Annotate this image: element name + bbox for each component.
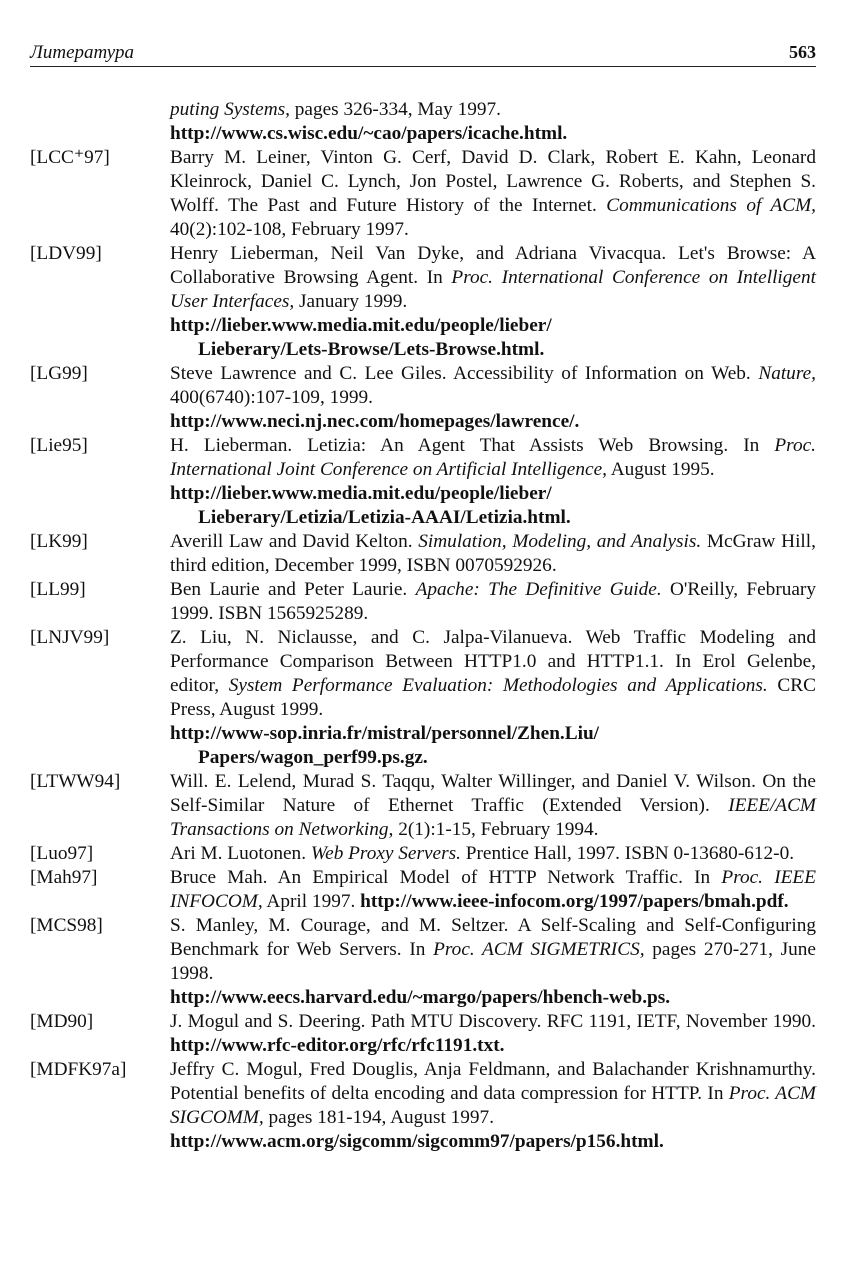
reference-label: [LNJV99] — [30, 627, 110, 648]
reference-plain-text: J. Mogul and S. Deering. Path MTU Discovery. RFC 1191, IETF, November 1990. — [170, 1011, 816, 1032]
reference-label: [Luo97] — [30, 843, 94, 864]
reference-text — [170, 362, 816, 410]
reference-entry — [30, 98, 816, 146]
reference-text — [170, 146, 816, 242]
reference-url[interactable]: http://lieber.www.media.mit.edu/people/lieber/ — [170, 315, 552, 336]
reference-entry — [30, 770, 816, 842]
reference-italic-text: Proc. International Joint Conference on Artificial Intelligence, — [170, 435, 816, 480]
reference-italic-text: Communications of ACM, — [606, 195, 816, 216]
reference-list — [30, 98, 816, 1154]
reference-entry — [30, 1010, 816, 1058]
reference-text — [170, 842, 816, 866]
reference-plain-text: January 1999. — [294, 291, 408, 312]
reference-italic-text: Nature, — [758, 363, 816, 384]
reference-plain-text: pages 326-334, May 1997. — [289, 99, 501, 120]
reference-plain-text: O'Reilly, February 1999. ISBN 1565925289. — [170, 579, 816, 624]
reference-inline-url[interactable]: http://www.rfc-editor.org/rfc/rfc1191.txt. — [170, 1035, 505, 1056]
reference-text — [170, 578, 816, 626]
reference-plain-text: 2(1):1-15, February 1994. — [393, 819, 599, 840]
reference-label: [Lie95] — [30, 435, 88, 456]
reference-plain-text: pages 270-271, June 1998. — [170, 939, 816, 984]
reference-url[interactable]: http://www.cs.wisc.edu/~cao/papers/icache.html. — [170, 123, 568, 144]
reference-url[interactable]: http://lieber.www.media.mit.edu/people/lieber/ — [170, 483, 552, 504]
reference-label: [MD90] — [30, 1011, 94, 1032]
reference-entry — [30, 1058, 816, 1154]
reference-plain-text: Steve Lawrence and C. Lee Giles. Accessibility of Information on Web. — [170, 363, 759, 384]
reference-label: [Mah97] — [30, 867, 98, 888]
reference-plain-text: Prentice Hall, 1997. ISBN 0-13680-612-0. — [460, 843, 795, 864]
reference-text — [170, 1010, 816, 1058]
reference-text — [170, 98, 816, 122]
reference-url[interactable]: http://www-sop.inria.fr/mistral/personnel/Zhen.Liu/ — [170, 723, 600, 744]
reference-url[interactable]: http://www.eecs.harvard.edu/~margo/papers/hbench-web.ps. — [170, 987, 671, 1008]
reference-label: [LCC⁺97] — [30, 147, 110, 168]
reference-text — [170, 770, 816, 842]
reference-text — [170, 626, 816, 722]
reference-plain-text: S. Manley, M. Courage, and M. Seltzer. A Self-Scaling and Self-Configuring Benchmark for Web Servers. In — [170, 915, 816, 960]
running-title: Литература — [30, 42, 134, 63]
reference-italic-text: Web Proxy Servers. — [310, 843, 461, 864]
reference-label: [LK99] — [30, 531, 88, 552]
reference-text — [170, 242, 816, 314]
reference-plain-text: H. Lieberman. Letizia: An Agent That Assists Web Browsing. In — [170, 435, 775, 456]
reference-text — [170, 434, 816, 482]
reference-entry — [30, 434, 816, 530]
reference-text — [170, 914, 816, 986]
reference-italic-text: Apache: The Definitive Guide. — [415, 579, 662, 600]
reference-entry — [30, 866, 816, 914]
reference-label: [LDV99] — [30, 243, 102, 264]
reference-italic-text: puting Systems, — [170, 99, 290, 120]
reference-italic-text: Proc. ACM SIGMETRICS, — [433, 939, 645, 960]
reference-label: [LTWW94] — [30, 771, 121, 792]
reference-label: [MDFK97a] — [30, 1059, 127, 1080]
running-header — [30, 40, 816, 67]
reference-plain-text: 40(2):102-108, February 1997. — [170, 219, 409, 240]
reference-url[interactable]: Lieberary/Letizia/Letizia-AAAI/Letizia.html. — [198, 507, 571, 528]
reference-label: [LL99] — [30, 579, 86, 600]
reference-italic-text: Proc. IEEE INFOCOM, — [170, 867, 816, 912]
reference-entry — [30, 362, 816, 434]
reference-italic-text: Simulation, Modeling, and Analysis. — [418, 531, 702, 552]
reference-plain-text: Averill Law and David Kelton. — [170, 531, 419, 552]
reference-italic-text: Proc. ACM SIGCOMM, — [170, 1083, 816, 1128]
reference-url[interactable]: http://www.neci.nj.nec.com/homepages/lawrence/. — [170, 411, 580, 432]
reference-plain-text: McGraw Hill, third edition, December 1999, ISBN 0070592926. — [170, 531, 816, 576]
reference-entry — [30, 242, 816, 362]
reference-plain-text: Jeffry C. Mogul, Fred Douglis, Anja Feldmann, and Balachander Krishnamurthy. Potential benefits of delta encoding and data compression for HTTP. In — [170, 1059, 816, 1104]
reference-plain-text: pages 181-194, August 1997. — [263, 1107, 495, 1128]
reference-label: [MCS98] — [30, 915, 103, 936]
reference-plain-text: Ben Laurie and Peter Laurie. — [170, 579, 416, 600]
reference-plain-text: Will. E. Lelend, Murad S. Taqqu, Walter Willinger, and Daniel V. Wilson. On the Self-Similar Nature of Ethernet Traffic (Extended Version). — [170, 771, 816, 816]
reference-label: [LG99] — [30, 363, 88, 384]
reference-text — [170, 530, 816, 578]
reference-plain-text: 400(6740):107-109, 1999. — [170, 387, 373, 408]
reference-url[interactable]: Lieberary/Lets-Browse/Lets-Browse.html. — [198, 339, 545, 360]
reference-plain-text: CRC Press, August 1999. — [170, 675, 817, 720]
reference-url[interactable]: Papers/wagon_perf99.ps.gz. — [198, 747, 428, 768]
reference-entry — [30, 530, 816, 578]
reference-italic-text: IEEE/ACM Transactions on Networking, — [170, 795, 816, 840]
reference-url[interactable]: http://www.acm.org/sigcomm/sigcomm97/papers/p156.html. — [170, 1131, 664, 1152]
reference-plain-text: Barry M. Leiner, Vinton G. Cerf, David D. Clark, Robert E. Kahn, Leonard Kleinrock, Daniel C. Lynch, Jon Postel, Lawrence G. Roberts, and Stephen S. Wolff. The Past and Future History of the Internet. — [170, 147, 816, 216]
reference-entry — [30, 842, 816, 866]
reference-entry — [30, 578, 816, 626]
reference-plain-text: August 1995. — [606, 459, 715, 480]
reference-entry — [30, 146, 816, 242]
page-number: 563 — [789, 42, 816, 62]
reference-italic-text: System Performance Evaluation: Methodologies and Applications. — [228, 675, 768, 696]
reference-plain-text: Henry Lieberman, Neil Van Dyke, and Adriana Vivacqua. Let's Browse: A Collaborative Browsing Agent. In — [170, 243, 816, 288]
reference-text — [170, 1058, 816, 1130]
reference-entry — [30, 914, 816, 1010]
reference-italic-text: Proc. International Conference on Intelligent User Interfaces, — [170, 267, 816, 312]
reference-text — [170, 866, 816, 914]
reference-entry — [30, 626, 816, 770]
reference-inline-url[interactable]: http://www.ieee-infocom.org/1997/papers/bmah.pdf. — [360, 891, 789, 912]
reference-plain-text: Ari M. Luotonen. — [170, 843, 311, 864]
reference-plain-text: April 1997. — [262, 891, 361, 912]
reference-plain-text: Z. Liu, N. Niclausse, and C. Jalpa-Vilanueva. Web Traffic Modeling and Performance Comparison Between HTTP1.0 and HTTP1.1. In Erol Gelenbe, editor, — [170, 627, 816, 696]
reference-plain-text: Bruce Mah. An Empirical Model of HTTP Network Traffic. In — [170, 867, 722, 888]
